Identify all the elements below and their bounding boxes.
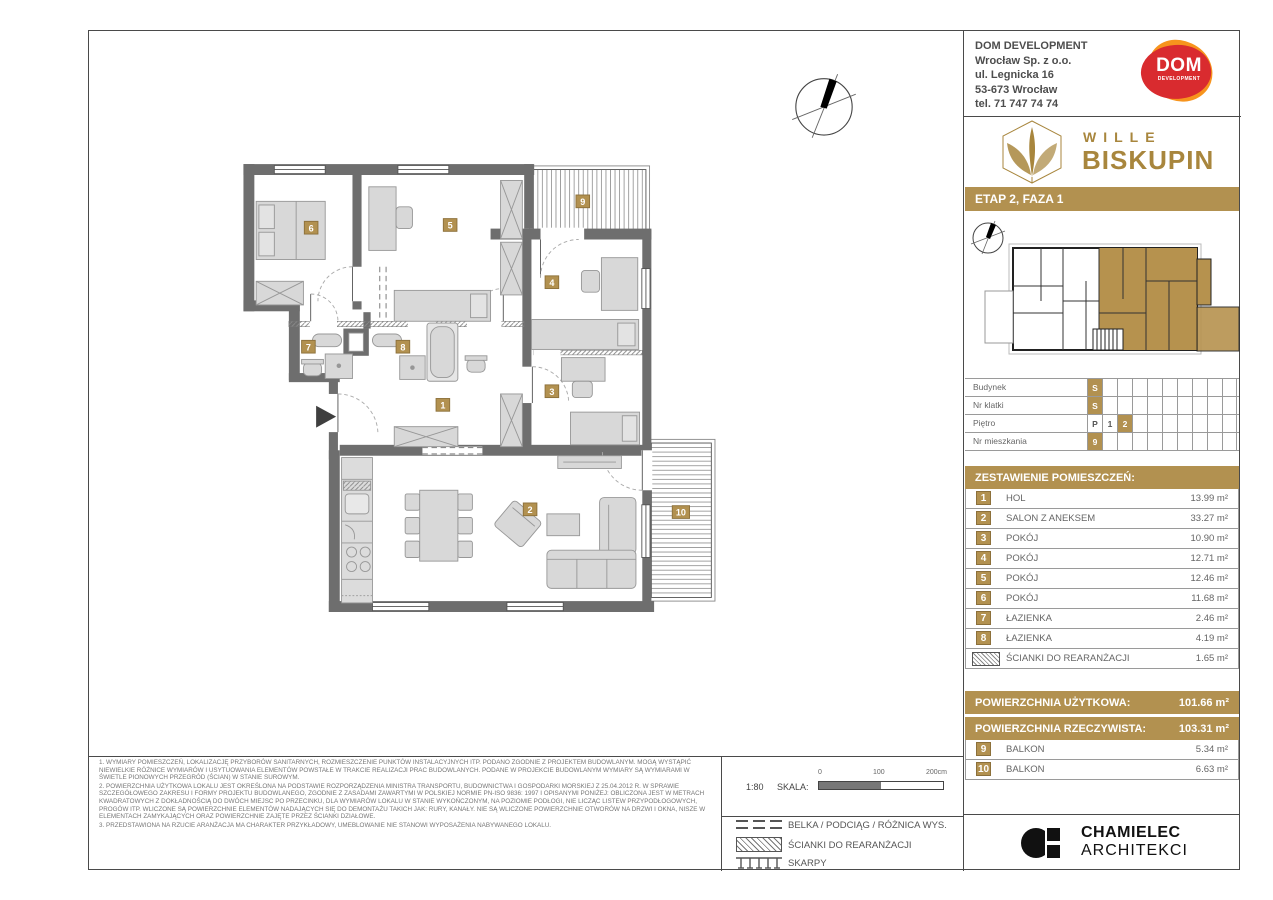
room-label-2 bbox=[523, 503, 537, 516]
scale-label: SKALA: bbox=[777, 782, 809, 792]
dom-development-logo: DOM DEVELOPMENT bbox=[1131, 39, 1227, 107]
table-row: 8 ŁAZIENKA 4.19 m² bbox=[966, 629, 1238, 649]
chamielec-logo-icon bbox=[1021, 826, 1073, 860]
sofa-icon bbox=[547, 498, 636, 589]
table-row: Nr mieszkania 9 bbox=[965, 433, 1239, 451]
rearrangement-symbol-icon bbox=[736, 837, 782, 852]
bed-single-icon bbox=[531, 319, 638, 349]
wardrobe-icon bbox=[501, 180, 523, 294]
bed-single-icon bbox=[394, 290, 490, 321]
architect-name: CHAMIELEC bbox=[1081, 824, 1181, 841]
company-name: DOM DEVELOPMENT bbox=[975, 40, 1088, 52]
bathtub-icon bbox=[427, 323, 458, 381]
sink-icon bbox=[312, 334, 341, 347]
desk-icon bbox=[369, 187, 396, 251]
floor-plan bbox=[89, 31, 963, 756]
room-label-1 bbox=[436, 398, 450, 411]
balcony-10 bbox=[648, 439, 715, 601]
legend-item: ŚCIANKI DO REARANŻACJI bbox=[722, 835, 963, 854]
svg-text:2: 2 bbox=[527, 504, 533, 515]
coffee-table-icon bbox=[547, 514, 580, 536]
table-row: 5 POKÓJ 12.46 m² bbox=[966, 569, 1238, 589]
table-row: 7 ŁAZIENKA 2.46 m² bbox=[966, 609, 1238, 629]
hatched-swatch-icon bbox=[972, 652, 1000, 666]
washer-icon bbox=[325, 354, 352, 379]
furniture bbox=[256, 180, 639, 602]
rooms-table-header: ZESTAWIENIE POMIESZCZEŃ: bbox=[965, 466, 1239, 489]
beam-symbol-icon bbox=[736, 818, 782, 832]
legend-item: BELKA / PODCIĄG / RÓŻNICA WYS. bbox=[722, 816, 963, 835]
table-row: 3 POKÓJ 10.90 m² bbox=[966, 529, 1238, 549]
footnote-3: 3. PRZEDSTAWIONA NA RZUCIE ARANŻACJA MA CHARAKTER PRZYKŁADOWY, UMEBLOWANIE NIE STANOWI WYPOSAŻENIA NABYWANEGO LOKALU. bbox=[99, 821, 552, 829]
room-label-7 bbox=[302, 340, 316, 353]
bed-single-icon bbox=[571, 412, 640, 445]
table-row: 9 BALKON 5.34 m² bbox=[966, 740, 1238, 760]
room-label-6 bbox=[304, 221, 318, 234]
table-row: Nr klatki S bbox=[965, 397, 1239, 415]
phase-banner: ETAP 2, FAZA 1 bbox=[965, 187, 1239, 211]
table-row: Budynek S bbox=[965, 378, 1239, 397]
legend-item: SKARPY bbox=[722, 854, 963, 873]
table-row: 2 SALON Z ANEKSEM 33.27 m² bbox=[966, 509, 1238, 529]
actual-area-value: 103.31 m² bbox=[1178, 722, 1229, 735]
chair-icon bbox=[572, 381, 592, 397]
company-address: DOM DEVELOPMENT Wrocław Sp. z o.o. ul. Legnicka 16 53-673 Wrocław tel. 71 747 74 74 bbox=[975, 39, 1135, 112]
dining-table-icon bbox=[405, 490, 472, 561]
svg-text:6: 6 bbox=[308, 223, 314, 234]
panel-divider bbox=[963, 31, 964, 871]
table-row: 1 HOL 13.99 m² bbox=[966, 489, 1238, 509]
architect-subtitle: ARCHITEKCI bbox=[1081, 842, 1188, 859]
architect-block bbox=[963, 814, 1240, 871]
mini-stairs-icon bbox=[1093, 329, 1123, 350]
room-label-5 bbox=[443, 219, 457, 232]
desk-icon bbox=[601, 258, 637, 311]
table-row: 10 BALKON 6.63 m² bbox=[966, 760, 1238, 779]
oak-leaves-icon bbox=[987, 119, 1077, 185]
table-row: Piętro P 1 2 bbox=[965, 415, 1239, 433]
slope-symbol-icon bbox=[736, 856, 782, 872]
sheet-frame bbox=[88, 30, 1240, 870]
chair-icon bbox=[581, 270, 599, 292]
footnote-1: 1. WYMIARY POMIESZCZEŃ, LOKALIZACJĘ PRZYBORÓW SANITARNYCH, ROZMIESZCZENIE PUNKTÓW INSTALACYJNYCH ITP. PODANO ZGODNIE Z PROJEKTEM BUDOWLANYM. MOGĄ WYSTĄPIĆ NIEWIELKIE RÓŻNICE WYMIARÓW I USYTUOWANIA ELEMENTÓW POWSTAŁE W TRAKCIE REALIZACJI PRAC BUDOWLANYCH. PODANE W PROJEKCIE BUDOWLANYM WYMIARY SĄ WYMIARAMI W ŚWIETLE PIONOWYCH PRZEGRÓD (ŚCIAN) W STANIE SUROWYM. bbox=[99, 759, 692, 782]
svg-text:5: 5 bbox=[447, 220, 453, 231]
room-label-4 bbox=[545, 276, 559, 289]
compass-icon bbox=[792, 74, 856, 138]
svg-text:10: 10 bbox=[675, 507, 686, 518]
svg-text:3: 3 bbox=[549, 386, 555, 397]
room-label-3 bbox=[545, 385, 559, 398]
svg-text:8: 8 bbox=[400, 342, 406, 353]
wardrobe-icon bbox=[394, 394, 522, 447]
legend bbox=[722, 816, 963, 873]
washer-icon bbox=[400, 356, 425, 380]
chair-icon bbox=[396, 207, 412, 229]
toilet-icon bbox=[465, 356, 487, 372]
scale-bar bbox=[818, 781, 944, 790]
building-key-plan bbox=[963, 211, 1241, 378]
brand-line1: WILLE bbox=[1083, 129, 1162, 145]
balconies-table bbox=[965, 740, 1239, 780]
mini-compass-icon bbox=[971, 221, 1005, 254]
room-label-10 bbox=[672, 506, 689, 519]
table-row-rearrangement: ŚCIANKI DO REARANŻACJI 1.65 m² bbox=[966, 649, 1238, 668]
actual-area-bar: POWIERZCHNIA RZECZYWISTA: 103.31 m² bbox=[965, 717, 1239, 740]
svg-text:4: 4 bbox=[549, 277, 555, 288]
usable-area-value: 101.66 m² bbox=[1178, 696, 1229, 709]
usable-area-bar: POWIERZCHNIA UŻYTKOWA: 101.66 m² bbox=[965, 691, 1239, 714]
toilet-icon bbox=[302, 359, 324, 375]
kitchen-icon bbox=[342, 458, 373, 603]
wardrobe-icon bbox=[256, 281, 303, 305]
tv-bench-icon bbox=[558, 456, 622, 469]
rooms-table bbox=[965, 489, 1239, 669]
svg-text:1: 1 bbox=[440, 400, 446, 411]
brand-line2: BISKUPIN bbox=[1082, 145, 1215, 175]
svg-text:7: 7 bbox=[305, 342, 311, 353]
room-label-9 bbox=[576, 195, 590, 208]
svg-text:9: 9 bbox=[580, 196, 586, 207]
table-row: 4 POKÓJ 12.71 m² bbox=[966, 549, 1238, 569]
footnote-2: 2. POWIERZCHNIA UŻYTKOWA LOKALU JEST OKREŚLONA NA PODSTAWIE ROZPORZĄDZENIA MINISTRA TRANSPORTU, BUDOWNICTWA I GOSPODARKI MORSKIEJ Z 25.04.2012 R. W SPRAWIE SZCZEGÓŁOWEGO ZAKRESU I FORMY PROJEKTU BUDOWLANEGO, ZGODNIE Z ZASADAMI ZAWARTYMI W POLSKIEJ NORMIE PN-ISO 9836: 1997 I OPISANYMI PONIŻEJ: OBLICZONA JEST W METRACH KWADRATOWYCH Z DOKŁADNOŚCIĄ DO DWÓCH MIEJSC PO PRZECINKU, DLA WYMIARÓW LOKALU W STANIE WYKOŃCZONYM, NA POZIOMIE PODŁOGI, NIE LICZĄC LISTEW PRZYPODŁOGOWYCH, PROGÓW ITP. WLICZONE SĄ POWIERZCHNIE ELEMENTÓW NADAJĄCYCH SIĘ DO DEMONTAŻU TAKICH JAK: RURY, KANAŁY. NIE SĄ WLICZONE POWIERZCHNIE OTWORÓW NA DRZWI I OKNA, NISZE W ELEMENTACH ZAMYKAJĄCYCH ORAZ POWIERZCHNIE ZAJĘTE PRZEZ ŚCIANKI DZIAŁOWE. bbox=[99, 782, 706, 821]
desk-icon bbox=[561, 358, 605, 382]
scale-ratio: 1:80 bbox=[746, 782, 764, 792]
footnotes bbox=[99, 759, 714, 830]
wille-biskupin-logo bbox=[965, 117, 1239, 186]
room-label-8 bbox=[396, 340, 410, 353]
table-row: 6 POKÓJ 11.68 m² bbox=[966, 589, 1238, 609]
scale-block: 1:80 SKALA: 0 100 200cm bbox=[746, 769, 948, 792]
unit-info-table bbox=[965, 378, 1239, 451]
